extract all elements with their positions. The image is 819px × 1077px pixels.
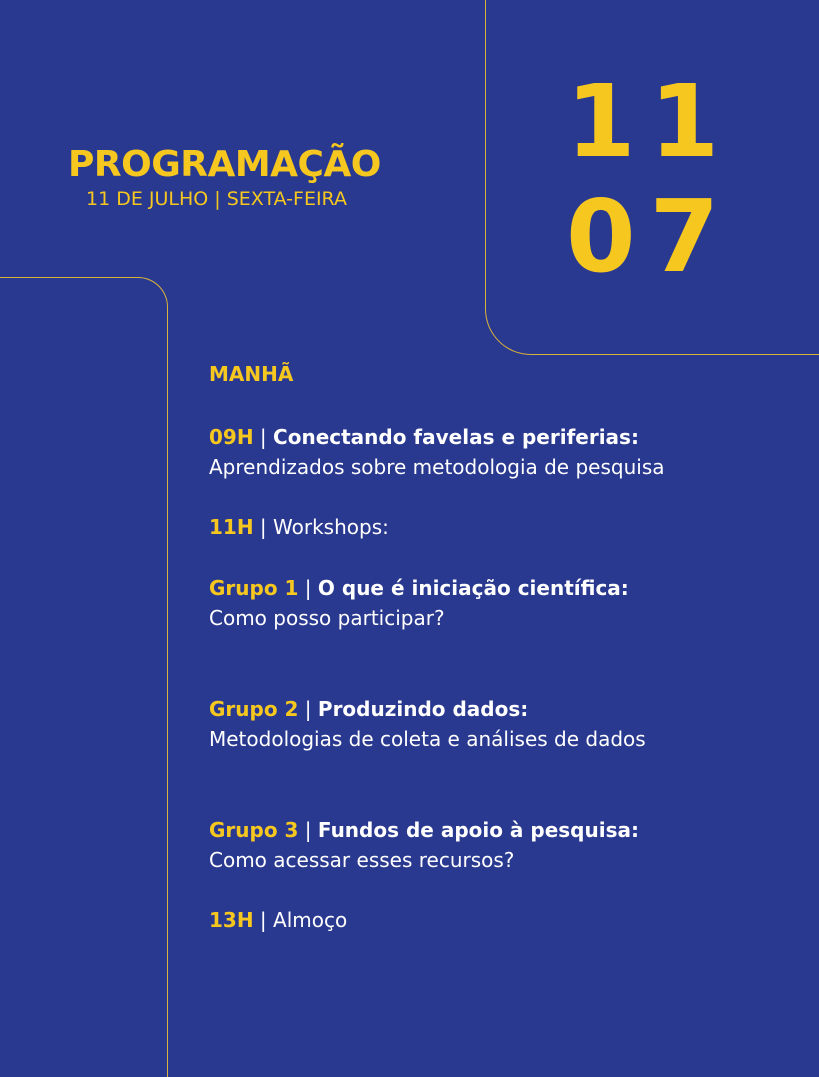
schedule-item-grupo-2 xyxy=(209,694,646,754)
item-separator: | xyxy=(253,425,274,449)
item-subtitle: Como acessar esses recursos? xyxy=(209,848,515,872)
big-date-month: 07 xyxy=(566,178,734,295)
item-title: Produzindo dados: xyxy=(317,697,529,721)
item-time: 09H xyxy=(209,425,254,449)
item-time: Grupo 3 xyxy=(209,818,299,842)
big-date-day: 11 xyxy=(566,63,734,180)
item-time: 11H xyxy=(209,515,254,539)
item-time: Grupo 2 xyxy=(209,697,299,721)
section-label-morning: MANHÃ xyxy=(209,362,294,386)
schedule-item-0900 xyxy=(209,422,665,482)
page-title: PROGRAMAÇÃO xyxy=(68,144,381,185)
item-time: 13H xyxy=(209,908,254,932)
item-title: Conectando favelas e periferias: xyxy=(273,425,639,449)
item-subtitle: Aprendizados sobre metodologia de pesquisa xyxy=(209,455,665,479)
item-separator: | xyxy=(298,818,318,842)
decorative-frame-left xyxy=(0,277,168,1077)
item-subtitle: Como posso participar? xyxy=(209,606,445,630)
item-text: Almoço xyxy=(273,908,348,932)
item-subtitle: Metodologias de coleta e análises de dados xyxy=(209,727,646,751)
item-title: Fundos de apoio à pesquisa: xyxy=(317,818,639,842)
schedule-item-grupo-3 xyxy=(209,815,639,875)
item-time: Grupo 1 xyxy=(209,576,299,600)
item-title: O que é iniciação científica: xyxy=(317,576,629,600)
item-separator: | xyxy=(298,697,318,721)
schedule xyxy=(209,362,809,932)
item-separator: | xyxy=(253,515,274,539)
schedule-item-grupo-1 xyxy=(209,573,629,633)
schedule-item-1300 xyxy=(209,905,347,935)
item-text: Workshops: xyxy=(273,515,389,539)
schedule-item-1100 xyxy=(209,512,389,542)
item-separator: | xyxy=(298,576,318,600)
item-separator: | xyxy=(253,908,274,932)
page-subtitle: 11 DE JULHO | SEXTA-FEIRA xyxy=(86,188,347,210)
